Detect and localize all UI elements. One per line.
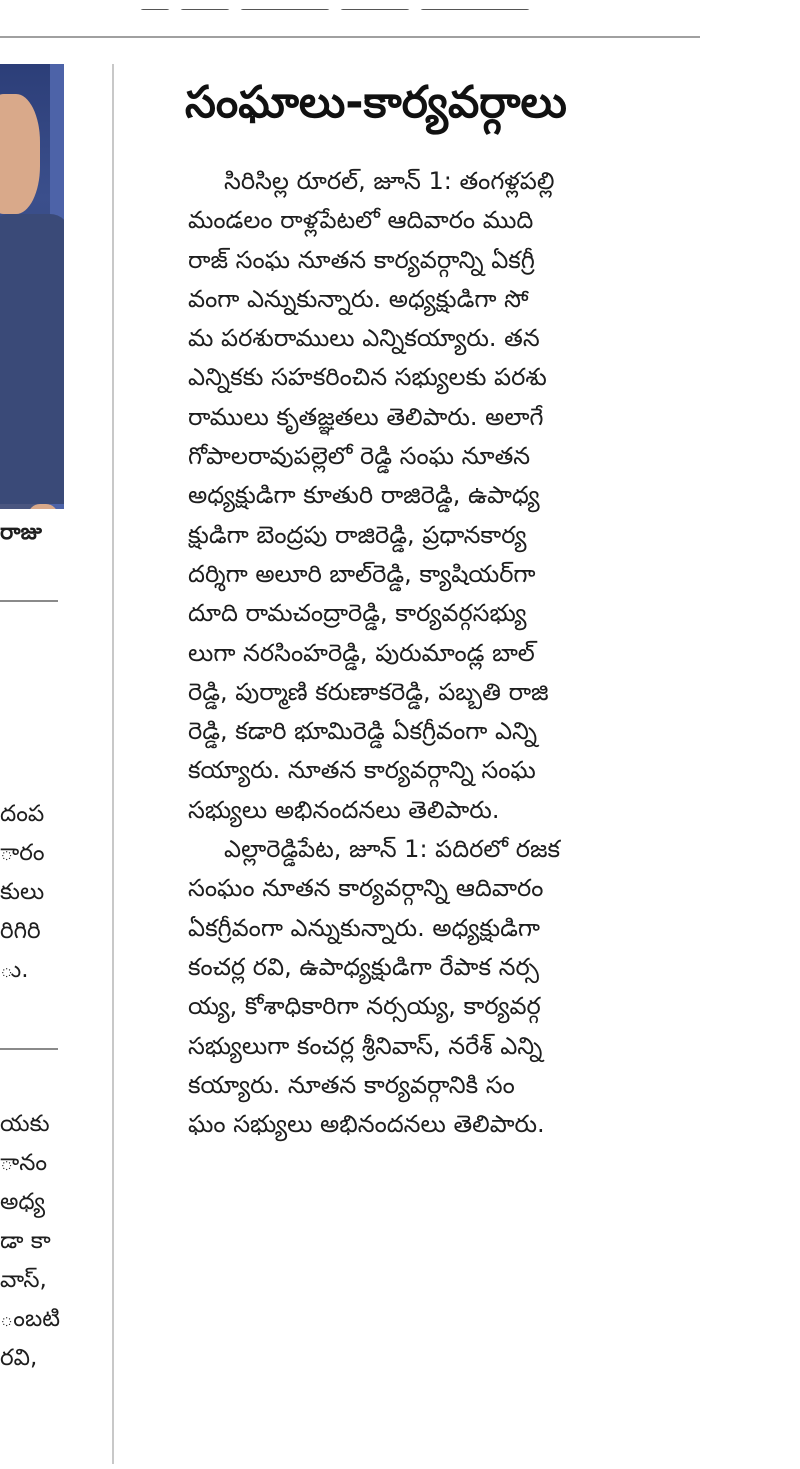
left-rule-1 [0,600,58,602]
photo-caption-fragment: రాజు [0,520,42,545]
left-fragment-line: రిగిరి [0,918,41,944]
article-line: గోపాలరావుపల్లెలో రెడ్డి సంఘ నూతన [188,442,531,471]
article-line: కయ్యారు. నూతన కార్యవర్గాన్ని సంఘ [188,756,536,785]
left-fragment-line: కులు [0,879,45,905]
article-line: మ పరశురాములు ఎన్నికయ్యారు. తన [188,324,540,353]
left-fragment-line: వాస్, [0,1267,47,1293]
left-fragment-block-2 [0,1105,70,1378]
article-line: రాజ్ సంఘ నూతన కార్యవర్గాన్ని ఏకగ్రీ [188,245,535,274]
article-line: య్య, కోశాధికారిగా నర్సయ్య, కార్యవర్గ [188,992,541,1021]
article-line: సభ్యులుగా కంచర్ల శ్రీనివాస్, నరేశ్ ఎన్ని [188,1031,543,1060]
article-line: ఎన్నికకు సహకరించిన సభ్యులకు పరశు [188,363,547,392]
article-line: ఏకగ్రీవంగా ఎన్నుకున్నారు. అధ్యక్షుడిగా [188,913,541,942]
left-fragment-line: రవి, [0,1345,38,1371]
article-line: క్షుడిగా బెంద్రపు రాజిరెడ్డి, ప్రధానకార్య [188,520,527,549]
left-fragment-line: ు. [0,957,29,983]
left-fragment-line: యకు [0,1111,50,1137]
article-body [188,162,700,1144]
article-line: రెడ్డి, కడారి భూమిరెడ్డి ఏకగ్రీవంగా ఎన్ని [188,717,538,746]
article-line: దర్శిగా అలూరి బాల్‌రెడ్డి, క్యాషియర్‌గా [188,559,536,588]
article-line: కయ్యారు. నూతన కార్యవర్గానికి సం [188,1070,515,1099]
top-rule [0,36,700,38]
article-line: ఎల్లారెడ్డిపేట, జూన్ 1: పదిరలో రజక [224,835,561,864]
top-clipped-text [140,0,600,10]
article-line: వంగా ఎన్నుకున్నారు. అధ్యక్షుడిగా సో [188,284,529,313]
article-line: అధ్యక్షుడిగా కూతురి రాజిరెడ్డి, ఉపాధ్య [188,481,540,510]
left-fragment-line: ానం [0,1150,48,1176]
article-line: సిరిసిల్ల రూరల్, జూన్ 1: తంగళ్లపల్లి [224,167,555,195]
left-fragment-line: దంప [0,801,45,827]
article-line: రాములు కృతజ్ఞతలు తెలిపారు. అలాగే [188,402,544,431]
left-fragment-line: ారం [0,840,45,866]
left-fragment-line: డా కా [0,1228,51,1254]
left-fragment-line: ంబటి [0,1306,60,1332]
article-line: లుగా నరసింహరెడ్డి, పురుమాండ్ల బాల్ [188,638,535,667]
article-line: కంచర్ల రవి, ఉపాధ్యక్షుడిగా రేపాక నర్స [188,952,539,981]
article-line: దూది రామచంద్రారెడ్డి, కార్యవర్గసభ్యు [188,599,527,628]
article-line: మండలం రాళ్లపేటలో ఆదివారం ముది [188,206,534,235]
left-fragment-block-1 [0,795,70,990]
column-divider [112,64,114,1464]
article-line: రెడ్డి, పుర్మాణి కరుణాకరెడ్డి, పబ్బతి రాజి [188,677,549,706]
left-rule-2 [0,1048,58,1050]
article-line: సంఘం నూతన కార్యవర్గాన్ని ఆదివారం [188,874,544,903]
article-line: సభ్యులు అభినందనలు తెలిపారు. [188,795,500,824]
left-fragment-line: అధ్య [0,1189,46,1215]
news-photo [0,64,64,509]
article-headline: సంఘాలు-కార్యవర్గాలు [185,77,567,128]
article-line: ఘం సభ్యులు అభినందనలు తెలిపారు. [188,1110,545,1139]
